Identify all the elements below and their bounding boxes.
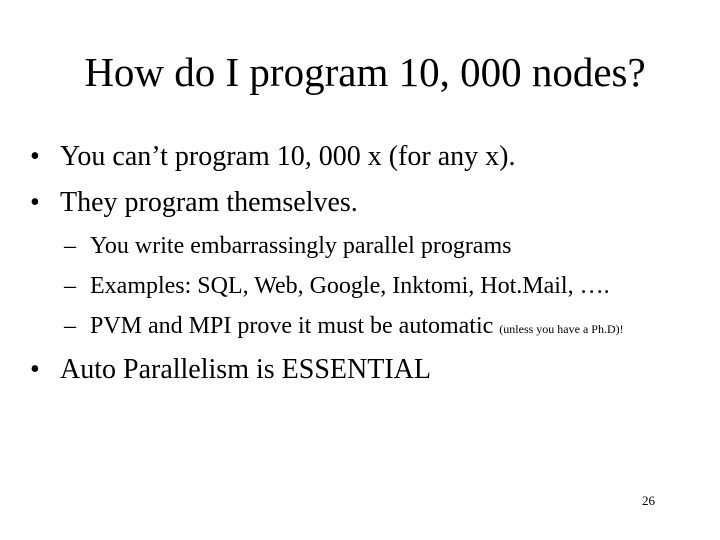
bullet-text: You can’t program 10, 000 x (for any x). xyxy=(60,141,516,172)
bullet-text: They program themselves. xyxy=(60,187,358,218)
sub-bullet-item-2 xyxy=(64,270,610,302)
page-number: 26 xyxy=(642,493,655,508)
sub-bullet-marker: – xyxy=(64,233,76,259)
sub-bullet-note: (unless you have a Ph.D)! xyxy=(499,322,624,336)
sub-bullet-item-1 xyxy=(64,230,511,262)
bullet-text: Auto Parallelism is ESSENTIAL xyxy=(60,354,431,385)
bullet-marker: • xyxy=(30,354,40,385)
bullet-item-2 xyxy=(30,185,358,221)
bullet-item-1 xyxy=(30,139,515,175)
bullet-marker: • xyxy=(30,141,40,172)
sub-bullet-marker: – xyxy=(64,273,76,299)
sub-bullet-text: Examples: SQL, Web, Google, Inktomi, Hot.Mail, …. xyxy=(90,273,610,299)
sub-bullet-text: PVM and MPI prove it must be automatic xyxy=(90,313,494,339)
sub-bullet-marker: – xyxy=(64,313,76,339)
bullet-item-3 xyxy=(30,352,431,388)
bullet-marker: • xyxy=(30,187,40,218)
sub-bullet-item-3 xyxy=(64,310,624,345)
slide-title: How do I program 10, 000 nodes? xyxy=(84,49,646,95)
sub-bullet-text: You write embarrassingly parallel programs xyxy=(90,233,512,259)
